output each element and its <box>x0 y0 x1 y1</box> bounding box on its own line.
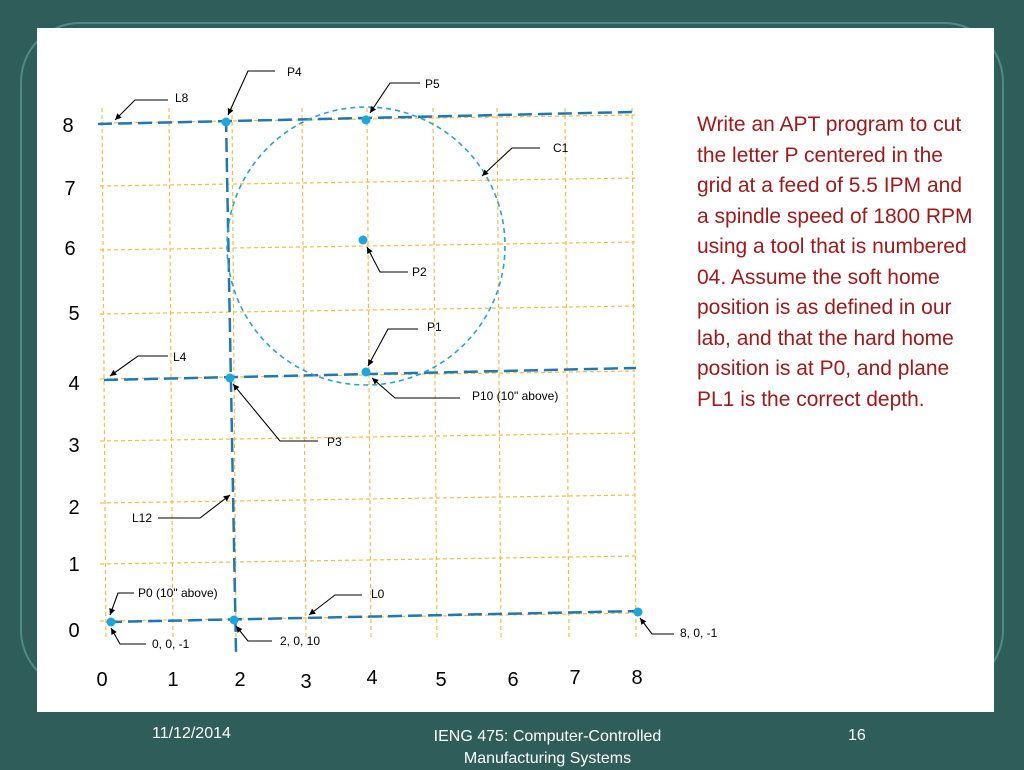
y-tick-label: 4 <box>68 373 80 395</box>
grid-vertical-line <box>632 108 636 640</box>
leader-p10 <box>372 378 460 398</box>
leader-p4 <box>228 71 275 115</box>
grid-vertical-line <box>565 108 569 640</box>
label-l0: L0 <box>371 587 385 601</box>
leader-l4-arrowhead <box>110 370 117 376</box>
footer-page-number: 16 <box>848 727 866 744</box>
leader-p0-arrowhead <box>109 608 115 615</box>
y-tick-label: 6 <box>64 238 76 260</box>
leader-l0-arrowhead <box>309 609 316 615</box>
leader-l12 <box>158 495 230 518</box>
y-tick-label: 1 <box>68 554 80 576</box>
leader-l8 <box>115 100 168 120</box>
point-8-0-m1 <box>634 608 643 617</box>
footer-date: 11/12/2014 <box>152 725 231 742</box>
point-p3 <box>226 374 235 383</box>
x-tick-label: 8 <box>631 667 643 689</box>
leader-origin <box>111 628 146 644</box>
x-tick-label: 7 <box>569 667 581 689</box>
label-8-0-m1: 8, 0, -1 <box>680 626 718 640</box>
point-p4 <box>222 118 231 127</box>
label-l12: L12 <box>132 511 153 525</box>
grid-horizontal-line <box>100 433 635 441</box>
leader-l0 <box>309 595 362 615</box>
footer-course-title: IENG 475: Computer-Controlled Manufacturing Systems <box>433 728 662 767</box>
leader-l4 <box>110 356 168 376</box>
grid-vertical-line <box>497 108 501 640</box>
label-l4: L4 <box>173 350 187 364</box>
leader-l12-arrowhead <box>223 495 230 501</box>
y-tick-label: 3 <box>68 435 80 457</box>
grid-vertical-line <box>102 108 106 640</box>
leader-2-0-10-arrowhead <box>236 626 242 633</box>
leader-8-0-m1 <box>640 618 674 634</box>
label-p0: P0 (10" above) <box>138 586 218 600</box>
grid-horizontal-line <box>100 495 635 503</box>
label-p2: P2 <box>412 265 427 279</box>
x-tick-label: 0 <box>96 669 108 691</box>
leader-c1 <box>482 148 540 176</box>
grid-horizontal-line <box>100 306 635 314</box>
y-tick-label: 7 <box>64 178 76 200</box>
point-p2 <box>359 236 368 245</box>
label-p3: P3 <box>327 435 342 449</box>
point-p1 <box>362 368 371 377</box>
label-2-0-10: 2, 0, 10 <box>280 634 321 648</box>
grid-horizontal-line <box>100 556 635 564</box>
label-p4: P4 <box>287 65 302 79</box>
x-tick-label: 2 <box>234 669 246 691</box>
point-p5 <box>362 116 371 125</box>
point-p0 <box>107 618 116 627</box>
x-tick-label: 1 <box>167 669 179 691</box>
leader-8-0-m1-arrowhead <box>640 618 646 625</box>
leader-p3 <box>233 384 318 441</box>
label-l8: L8 <box>175 91 189 105</box>
label-p1: P1 <box>427 320 442 334</box>
grid-vertical-line <box>169 108 173 640</box>
leader-p1 <box>368 329 418 366</box>
y-tick-label: 5 <box>68 303 80 325</box>
y-tick-label: 2 <box>68 497 80 519</box>
diagram-labels <box>62 65 717 693</box>
label-c1: C1 <box>553 141 569 155</box>
leader-2-0-10 <box>236 626 272 641</box>
y-tick-label: 8 <box>62 115 74 137</box>
leader-lines <box>109 71 674 644</box>
x-tick-label: 4 <box>366 667 378 689</box>
line-l0 <box>108 611 640 622</box>
x-tick-label: 3 <box>300 671 312 693</box>
leader-p0 <box>110 593 134 615</box>
label-p5: P5 <box>425 77 440 91</box>
grid-vertical-line <box>302 108 306 640</box>
label-p10: P10 (10" above) <box>472 389 559 403</box>
leader-p5 <box>370 83 420 113</box>
x-tick-label: 5 <box>435 669 447 691</box>
y-tick-label: 0 <box>68 620 80 642</box>
point-2-0-10 <box>230 616 239 625</box>
label-origin: 0, 0, -1 <box>152 637 190 651</box>
x-tick-label: 6 <box>507 669 519 691</box>
assignment-prompt: Write an APT program to cut the letter P centered in the grid at a feed of 5.5 IPM and a spindle speed of 1800 RPM using a tool that is numbered 04. Assume the soft home position is as defined in our lab, and that the hard home position is at P0, and plane PL1 is the correct depth. <box>697 113 973 411</box>
leader-p2 <box>367 247 408 272</box>
